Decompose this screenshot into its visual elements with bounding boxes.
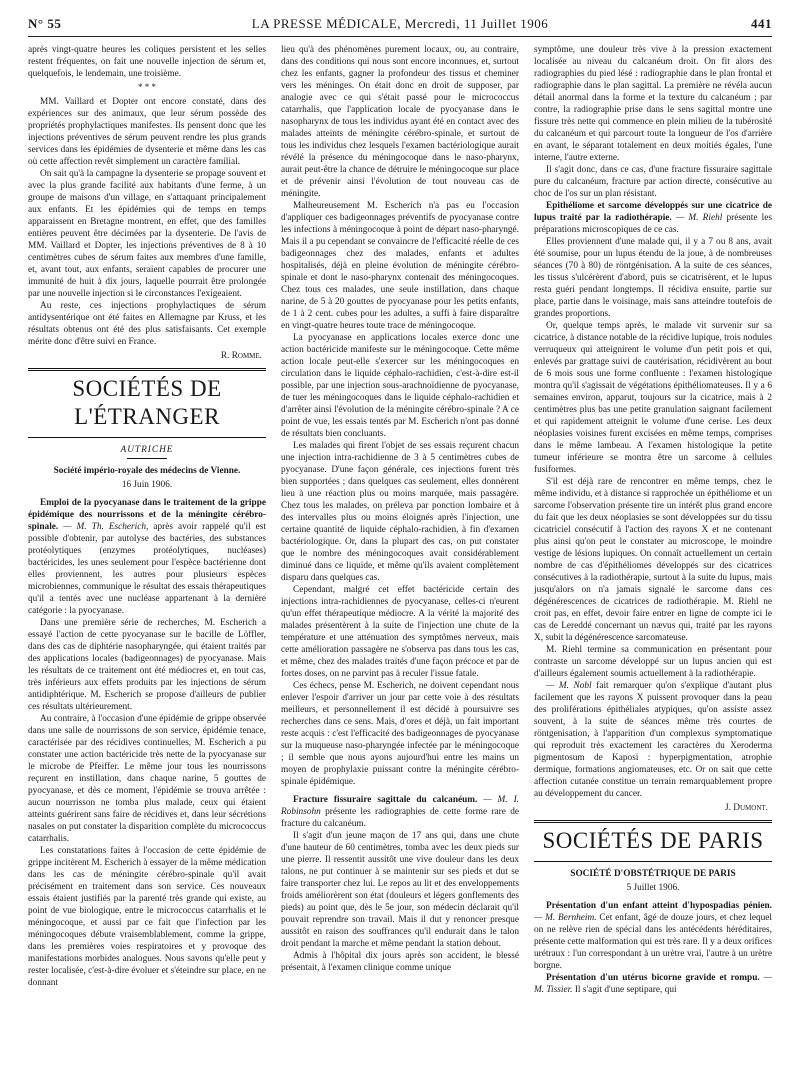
article-paragraph xyxy=(534,200,772,236)
paragraph: On sait qu'à la campagne la dysenterie se propage souvent et avec la plus grande facilité aux habitants d'une ferme, à un groupe de maisons d'un village, en s'attaquant principalement aux enfants. Et les épidémies qui de temps en temps apparaissent en Bretagne montrent, en effet, que des familles entières peuvent être décimées par la dysenterie. De l'avis de MM. Vaillard et Dopter, les injections préventives de 8 à 10 centimètres cubes de sérum faites aux membres d'une famille, et, avant tout, aux enfants, seraient capables de procurer une immunité de huit à dix jours, laquelle pourrait être prolongée par une nouvelle injection si le circonstances l'exigeaient. xyxy=(28,169,266,299)
column-3 xyxy=(534,44,772,1074)
paragraph: Malheureusement M. Escherich n'a pas eu l'occasion d'appliquer ces badigeonnages préventifs de pyocyanase contre les infections à méningocoque à point de départ naso-pharyngé. Mais il a pu cependant se convaincre de l'efficacité réelle de ces badigeonnages chez des malades, enfants et adultes hospitalisés, déjà en pleine évolution de méningite cérébro-spinale et dont le naso-pharynx contenait des méningocoques. Chez tous ces malades, une seule instillation, dans chaque narine, de 5 à 20 gouttes de pyocyanase pour les petits enfants, de 1 à 2 cent. cubes pour les adultes, a suffi à faire disparaître en vingt-quatre heures toute trace de méningocoque. xyxy=(281,201,519,331)
paragraph: Dans une première série de recherches, M. Escherich a essayé l'action de cette pyocyanase sur le bacille de Löffler, dans des cas de diphtérie nasopharyngée, qui étaient traités par des applications locales (badigeonnages) de pyocyanase. Mais les résultats de ce traitement ont été médiocres et, en tout cas, très inférieurs aux effets produits par les injections de sérum antidiphtérique. M. Escherich se propose d'ailleurs de publier ces résultats ultérieurement. xyxy=(28,618,266,712)
author-signature: J. Dumont. xyxy=(725,803,768,813)
paragraph: Or, quelque temps après, le malade vit survenir sur sa cicatrice, à distance notable de la récidive lupique, trois nodules verruqueux qui atteignirent le volume d'un petit pois et qui, enlevés par grattage suivi de cautérisation, récidivèrent au bout de 6 mois sous une forme confluente : l'examen histologique montra qu'il s'agissait de végétations épithéliomateuses. Il y a 6 semaines environ, apparut, toujours sur la cicatrice, mais à 2 centimètres plus bas une petite granulation saignant facilement et qui rapidement atteignit le volume d'une cerise. Les deux néoplasies voisines furent excisées en même temps, comprises dans le même lambeau. A l'examen histologique la petite tumeur inférieure se montra être un sarcome à cellules fusiformes. xyxy=(534,321,772,475)
article-title: Epithéliome et sarcome développés sur une cicatrice de lupus traité par la radiothérapie. xyxy=(534,201,772,223)
page-header xyxy=(28,14,772,37)
article-paragraph xyxy=(281,794,519,830)
paragraph: Au reste, ces injections prophylactiques de sérum antidysentérique ont été faites en Allemagne par Kruss, et les résultats obtenus ont été des plus satisfaisants. Cet exemple mérite donc d'être suivi en France. xyxy=(28,301,266,347)
paragraph-text: Il s'agit d'une septipare, qui xyxy=(574,985,677,995)
article-author: — M. Th. Escherich, xyxy=(63,522,149,532)
paragraph-text: après avoir rappelé qu'il est possible d'obtenir, par autolyse des bactéries, des substances protéolytiques (enzymes protéolytiques, nucléases) bactéricides, les unes seulement pour l'espèce bactérienne dont elles proviennent, les autres pour plusieurs espèces microbiennes, communique le résultat des essais thérapeutiques qu'il a tentés avec une nucléase appartenant à la dernière catégorie : la pyocyanase. xyxy=(28,522,266,616)
article-author: — M. Riehl xyxy=(675,213,723,223)
paragraph: Les constatations faites à l'occasion de cette épidémie de grippe incitèrent M. Escherich à essayer de la même médication dans les cas de méningite cérébro-spinale qu'il avait précisément en traitement dans son service. Ces nouveaux essais étaient justifiés par la parenté très grande qui existe, au point de vue biologique, entre le micrococcus catarrhalis et le méningocoque, et aussi par ce fait que l'infection par les méningocoques débute vraisemblablement, comme la grippe, dans les premières voies respiratoires et y provoque des manifestations morbides analogues. Nous savons qu'elle peut y rester localisée, c'est-à-dire évoluer et s'éteindre sur place, en ne donnant xyxy=(28,846,266,988)
paragraph: Ces échecs, pense M. Escherich, ne doivent cependant nous enlever l'espoir d'arriver un jour par cette voie à des résultats meilleurs, et personnellement il est décidé à poursuivre ses recherches dans ce sens. Mais, d'ores et déjà, un fait important reste acquis : c'est l'efficacité des badigeonnages de pyocyanase sur la muqueuse naso-pharyngée infectée par le méningocoque ; il semble que nous ayons aujourd'hui entre les mains un moyen de prophylaxie puissant contre la méningite cérébro-spinale épidémique. xyxy=(281,681,519,787)
paragraph-text: présente les radiographies de cette forme rare de fracture du calcanéum. xyxy=(281,807,519,829)
paragraph: MM. Vaillard et Dopter ont encore constaté, dans des expériences sur des animaux, que leur sérum possède des propriétés prophylactiques manifestes. Ils pensent donc que les injections préventives de sérum peuvent rendre les plus grands services dans les épidémies de dysenterie et même dans les cas où cette affection revêt simplement un caractère familial. xyxy=(28,97,266,167)
society-name: SOCIÉTÉ D'OBSTÉTRIQUE DE PARIS xyxy=(570,869,736,879)
separator-stars: * * * xyxy=(138,82,156,92)
session-date: 16 Juin 1906. xyxy=(121,480,173,490)
session-date: 5 Juillet 1906. xyxy=(626,883,680,893)
paragraph-text: Cet enfant, âgé de douze jours, et chez lequel on ne relève rien de spécial dans les antécédents héréditaires, présente cette malformation qui est très rare. Il y a deux orifices urétraux : l'un correspondant à un urètre vrai, l'autre à un urètre borgne. xyxy=(534,913,772,971)
article-author: — M. Bernheim. xyxy=(534,913,597,923)
article-paragraph xyxy=(534,900,772,972)
divider xyxy=(127,458,167,459)
paragraph: Il s'agit d'un jeune maçon de 17 ans qui, dans une chute d'une hauteur de 60 centimètres, tomba avec les deux pieds sur une pierre. Il ressentit aussitôt une vive douleur dans les deux talons, ne put continuer à se maintenir sur ses pieds et dut se faire transporter chez lui. Le repos au lit et des enveloppements froids améliorèrent son état (douleurs et légers gonflements des pieds) au point que, dès le 5e jour, son médecin déclarait qu'il pouvait reprendre son travail. Mais il dut y renoncer presque aussitôt en raison des souffrances qu'il endurait dans le talon droit pendant la marche et même pendant la station debout. xyxy=(281,831,519,949)
paragraph: lieu qu'à des phénomènes purement locaux, ou, au contraire, dans des conditions qui nous sont encore inconnues, et, surtout chez les enfants, gagner la profondeur des tissus et cheminer vers les méninges. On était donc en droit de supposer, par analogie avec ce qui s'était passé pour le micrococcus catarrhalis, que l'application locale de pyocyanase dans le nasopharynx de tous les individus ayant été en contact avec des malades atteints de méningite cérébro-spinale, et surtout de tous les individus chez lesquels l'examen bactériologique aurait révélé la présence du méningocoque dans le naso-pharynx, aurait peut-être la chance de détruire le méningocoque sur place et de prévenir ainsi l'évolution de tout nouveau cas de méningite. xyxy=(281,45,519,199)
paragraph: Au contraire, à l'occasion d'une épidémie de grippe observée dans une salle de nourrissons de son service, épidémie tenace, caractérisée par des récidives continuelles, M. Escherich a pu constater une action bactéricide très nette de la pyocyanase sur le microbe de Pfeiffer. Le même jour tous les nourrissons reçurent en instillation, dans chaque narine, 5 gouttes de pyocyanase, et dès ce moment, l'épidémie se trouva arrêtée : aucun nourrisson ne tomba plus malade, ceux qui étaient atteints guérirent sans faire de récidives et, dans leur sécrétions nasales on put constater la disparition complète du micrococcus catarrhalis. xyxy=(28,714,266,844)
paragraph: Elles proviennent d'une malade qui, il y a 7 ou 8 ans, avait été soumise, pour un lupus étendu de la joue, à de nombreuses séances (70 à 80) de röntgénisation. A la suite de ces séances, les tissus s'ulcérèrent d'abord, puis se cicatrisèrent, et le lupus resta guéri pendant longtemps. Il récidiva ensuite, partie sur place, partie dans le voisinage, mais sans atteindre toutefois de grandes proportions. xyxy=(534,237,772,319)
article-title: Présentation d'un utérus bicorne gravide et rompu. xyxy=(546,973,760,983)
column-2 xyxy=(281,44,519,1074)
page-number: 441 xyxy=(751,16,772,31)
section-title: SOCIÉTÉS DE L'ÉTRANGER xyxy=(28,375,266,438)
divider xyxy=(28,368,266,371)
paragraph-text: fait remarquer qu'on s'explique d'autant plus facilement que les rayons X puissent provoquer dans la peau des proliférations épithéliales atypiques, qu'on assiste assez souvent, à la suite de séances même très courtes de röntgenisation, à l'apparition d'un complexus symptomatique qui reproduit très exactement les caractères du Xeroderma pigmentosum de Kaposi : hyperpigmentation, atrophie dermique, formations angiomateuses, etc. Or on sait que cette affection cutanée constitue un terrain remarquablement propre au développement du cancer. xyxy=(534,681,772,799)
article-paragraph xyxy=(534,680,772,800)
paragraph: Les malades qui firent l'objet de ses essais reçurent chacun une injection intra-rachidienne de 3 à 5 centimètres cubes de pyocyanase. D'une façon générale, ces injections furent très bien supportées ; dans quelques cas seulement, elles donnèrent lieu à une réaction plus ou moins marquée, mais passagère. Chez tous les malades, on préleva par ponction lombaire et à des intervalles plus ou moins éloignés après l'injection, une certaine quantité de liquide céphalo-rachidien, à fin d'examen bactériologique. Or, dans la plupart des cas, on put constater que le nombre des méningocoques avait considérablement diminué dans ce liquide, et même qu'ils avaient complètement disparu dans quelques cas. xyxy=(281,441,519,583)
page xyxy=(28,14,772,1074)
country-heading: AUTRICHE xyxy=(120,445,174,455)
column-1 xyxy=(28,44,266,1074)
journal-title: LA PRESSE MÉDICALE, Mercredi, 11 Juillet 1906 xyxy=(251,16,549,31)
paragraph: Admis à l'hôpital dix jours après son accident, le blessé présentait, à l'examen clinique comme unique xyxy=(281,951,519,973)
paragraph-text: présente les préparations microscopiques de ce cas. xyxy=(534,213,772,235)
paragraph: Cependant, malgré cet effet bactéricide certain des injections intra-rachidiennes de pyocyanase, celles-ci n'eurent qu'un effet thérapeutique médiocre. A la vérité la majorité des malades présentèrent à la suite de l'injection une chute de la température et une atténuation des symptômes nerveux, mais cette amélioration passagère ne s'observa pas dans tous les cas, et même, chez des malades traités d'une façon précoce et par de fortes doses, on ne parvint pas à reculer l'issue fatale. xyxy=(281,585,519,679)
author-signature: R. Romme. xyxy=(220,351,262,361)
paragraph: Il s'agit donc, dans ce cas, d'une fracture fissuraire sagittale pure du calcanéum, fracture par action directe, consécutive au choc de l'os sur un plan résistant. xyxy=(534,165,772,199)
article-title: Présentation d'un enfant atteint d'hypospadias pénien. xyxy=(546,901,772,911)
article-paragraph xyxy=(534,972,772,996)
paragraph: M. Riehl termine sa communication en présentant pour contraste un sarcome développé sur un lupus ancien qui est d'ailleurs également soumis actuellement à la radiothérapie. xyxy=(534,645,772,679)
society-name: Société império-royale des médecins de Vienne. xyxy=(53,466,241,476)
article-author: — M. Nobl xyxy=(546,681,592,691)
paragraph: S'il est déjà rare de rencontrer en même temps, chez le même individu, et à distance si rapprochée un épithéliome et un sarcome l'observation présente tire un intérêt plus grand encore du fait que les deux néoplasies se sont développées sur du tissu cicatriciel consécutif à l'action des rayons X et ne contenant plus ainsi qu'on peut le constater au microscope, le moindre vestige de lésions lupiques. On connaît actuellement un certain nombre de cas d'épithéliomes développés sur des cicatrices consécutives à la radiothérapie, surtout à la suite du lupus, mais jusqu'alors on n'a jamais signalé le sarcome dans ces dégénérescences de cicatrices de radiothérapie. M. Riehl ne croit pas, en effet, devoir faire entrer en ligne de compte ici le cas de Lereddé concernant un nævus qui, traité par les rayons X, subit la dégénérescence sarcomateuse. xyxy=(534,477,772,643)
article-author: — M. Tissier. xyxy=(534,973,772,995)
article-paragraph xyxy=(28,497,266,617)
paragraph: après vingt-quatre heures les coliques persistent et les selles restent fréquentes, on fait une nouvelle injection de sérum et, quelquefois, le lendemain, une troisième. xyxy=(28,45,266,79)
issue-number: N° 55 xyxy=(28,16,62,31)
article-title: Fracture fissuraire sagittale du calcanéum. xyxy=(293,795,478,805)
article-author: — M. I. Robinsohn xyxy=(281,795,519,817)
section-title: SOCIÉTÉS DE PARIS xyxy=(534,827,772,862)
article-title: Emploi de la pyocyanase dans le traitement de la grippe épidémique des nourrissons et de la méningite cérébro-spinale. xyxy=(28,498,266,532)
paragraph: symptôme, une douleur très vive à la pression exactement localisée au niveau du calcanéum droit. On fit alors des radiographies du pied lésé : radiographie dans le plan frontal et radiographie dans le plan sagittal. La première ne révéla aucun détail anormal dans la forme et la texture du calcanéum ; par contre, la radiographie prise dans le sens sagittal montre une fissure très nette qui commence en plein milieu de la tubérosité du calcanéum et qui parcourt toute la longueur de l'os d'arrière en avant, le séparant totalement en deux moitiés égales, l'une interne, l'autre externe. xyxy=(534,45,772,163)
divider xyxy=(534,820,772,823)
paragraph: La pyocyanase en applications locales exerce donc une action bactéricide manifeste sur le méningocoque. Cette même action locale peut-elle s'exercer sur les méningocoques en circulation dans le liquide céphalo-rachidien, c'est-à-dire est-il possible, par une injection sous-arachnoïdienne de pyocyanase, de tuer les méningocoques dans le liquide céphalo-rachidien et d'arrêter ainsi l'évolution de la méningite cérébro-spinale ? A ce point de vue, les essais tentés par M. Escherich n'ont pas donné de résultats bien concluants. xyxy=(281,333,519,439)
